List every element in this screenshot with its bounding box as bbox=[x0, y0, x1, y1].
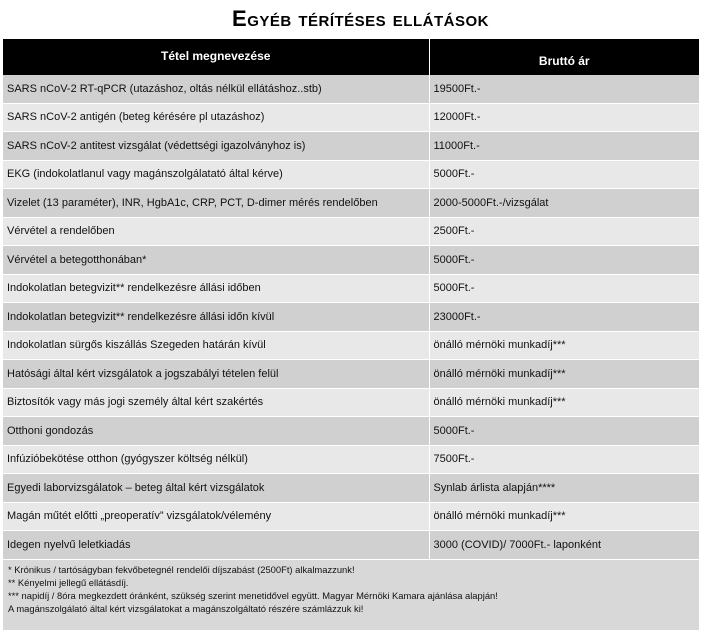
price-cell: 5000Ft.- bbox=[429, 274, 699, 303]
footnotes bbox=[3, 560, 699, 630]
table-header-row bbox=[3, 39, 699, 75]
item-name-cell: SARS nCoV-2 RT-qPCR (utazáshoz, oltás nélkül ellátáshoz..stb) bbox=[3, 75, 429, 103]
table-row bbox=[3, 445, 699, 474]
table-row bbox=[3, 360, 699, 389]
price-cell: önálló mérnöki munkadíj*** bbox=[429, 502, 699, 531]
item-name-cell: Vérvétel a rendelőben bbox=[3, 217, 429, 246]
item-name-cell: Otthoni gondozás bbox=[3, 417, 429, 446]
price-cell: 7500Ft.- bbox=[429, 445, 699, 474]
item-name-cell: Biztosítók vagy más jogi személy által kért szakértés bbox=[3, 388, 429, 417]
price-table bbox=[3, 39, 699, 560]
item-name-cell: SARS nCoV-2 antigén (beteg kérésére pl utazáshoz) bbox=[3, 103, 429, 132]
item-name-cell: Hatósági által kért vizsgálatok a jogszabályi tételen felül bbox=[3, 360, 429, 389]
column-header-item: Tétel megnevezése bbox=[3, 39, 429, 75]
price-cell: önálló mérnöki munkadíj*** bbox=[429, 331, 699, 360]
table-body bbox=[3, 75, 699, 559]
price-cell: 12000Ft.- bbox=[429, 103, 699, 132]
table-row bbox=[3, 474, 699, 503]
item-name-cell: Infúzióbekötése otthon (gyógyszer költség nélkül) bbox=[3, 445, 429, 474]
price-cell: 19500Ft.- bbox=[429, 75, 699, 103]
item-name-cell: Indokolatlan sürgős kiszállás Szegeden határán kívül bbox=[3, 331, 429, 360]
price-cell: 2000-5000Ft.-/vizsgálat bbox=[429, 189, 699, 218]
item-name-cell: Vérvétel a betegotthonában* bbox=[3, 246, 429, 275]
item-name-cell: EKG (indokolatlanul vagy magánszolgálatató által kérve) bbox=[3, 160, 429, 189]
price-cell: 5000Ft.- bbox=[429, 160, 699, 189]
table-row bbox=[3, 75, 699, 103]
item-name-cell: Idegen nyelvű leletkiadás bbox=[3, 531, 429, 560]
footnote: ** Kényelmi jellegű ellátásdíj. bbox=[8, 577, 129, 588]
price-cell: Synlab árlista alapján**** bbox=[429, 474, 699, 503]
price-cell: 2500Ft.- bbox=[429, 217, 699, 246]
table-row bbox=[3, 217, 699, 246]
item-name-cell: SARS nCoV-2 antitest vizsgálat (védettségi igazolványhoz is) bbox=[3, 132, 429, 161]
footnote: *** napidíj / 8óra megkezdett óránként, szükség szerint menetidővel együtt. Magyar Mérnöki Kamara ajánlása alapján! bbox=[8, 590, 498, 601]
table-row bbox=[3, 502, 699, 531]
footnote: * Krónikus / tartóságyban fekvőbetegnél rendelői díjszabást (2500Ft) alkalmazzunk! bbox=[8, 564, 355, 575]
item-name-cell: Indokolatlan betegvizit** rendelkezésre állási időn kívül bbox=[3, 303, 429, 332]
price-cell: 5000Ft.- bbox=[429, 246, 699, 275]
price-cell: 5000Ft.- bbox=[429, 417, 699, 446]
table-row bbox=[3, 331, 699, 360]
table-row bbox=[3, 132, 699, 161]
table-row bbox=[3, 303, 699, 332]
table-row bbox=[3, 103, 699, 132]
price-cell: 23000Ft.- bbox=[429, 303, 699, 332]
footnote: A magánszolgálató által kért vizsgálatokat a magánszolgáltató részére számlázzuk ki! bbox=[8, 603, 364, 614]
price-cell: 3000 (COVID)/ 7000Ft.- laponként bbox=[429, 531, 699, 560]
table-row bbox=[3, 388, 699, 417]
table-row bbox=[3, 189, 699, 218]
table-row bbox=[3, 160, 699, 189]
item-name-cell: Indokolatlan betegvizit** rendelkezésre állási időben bbox=[3, 274, 429, 303]
table-row bbox=[3, 531, 699, 560]
table-row bbox=[3, 246, 699, 275]
column-header-price: Bruttó ár bbox=[429, 39, 699, 75]
page-title: Egyéb térítéses ellátások bbox=[232, 6, 489, 31]
table-row bbox=[3, 417, 699, 446]
price-cell: önálló mérnöki munkadíj*** bbox=[429, 360, 699, 389]
item-name-cell: Vizelet (13 paraméter), INR, HgbA1c, CRP, PCT, D-dimer mérés rendelőben bbox=[3, 189, 429, 218]
price-cell: önálló mérnöki munkadíj*** bbox=[429, 388, 699, 417]
item-name-cell: Magán műtét előtti „preoperatív” vizsgálatok/vélemény bbox=[3, 502, 429, 531]
table-row bbox=[3, 274, 699, 303]
price-cell: 11000Ft.- bbox=[429, 132, 699, 161]
item-name-cell: Egyedi laborvizsgálatok – beteg által kért vizsgálatok bbox=[3, 474, 429, 503]
